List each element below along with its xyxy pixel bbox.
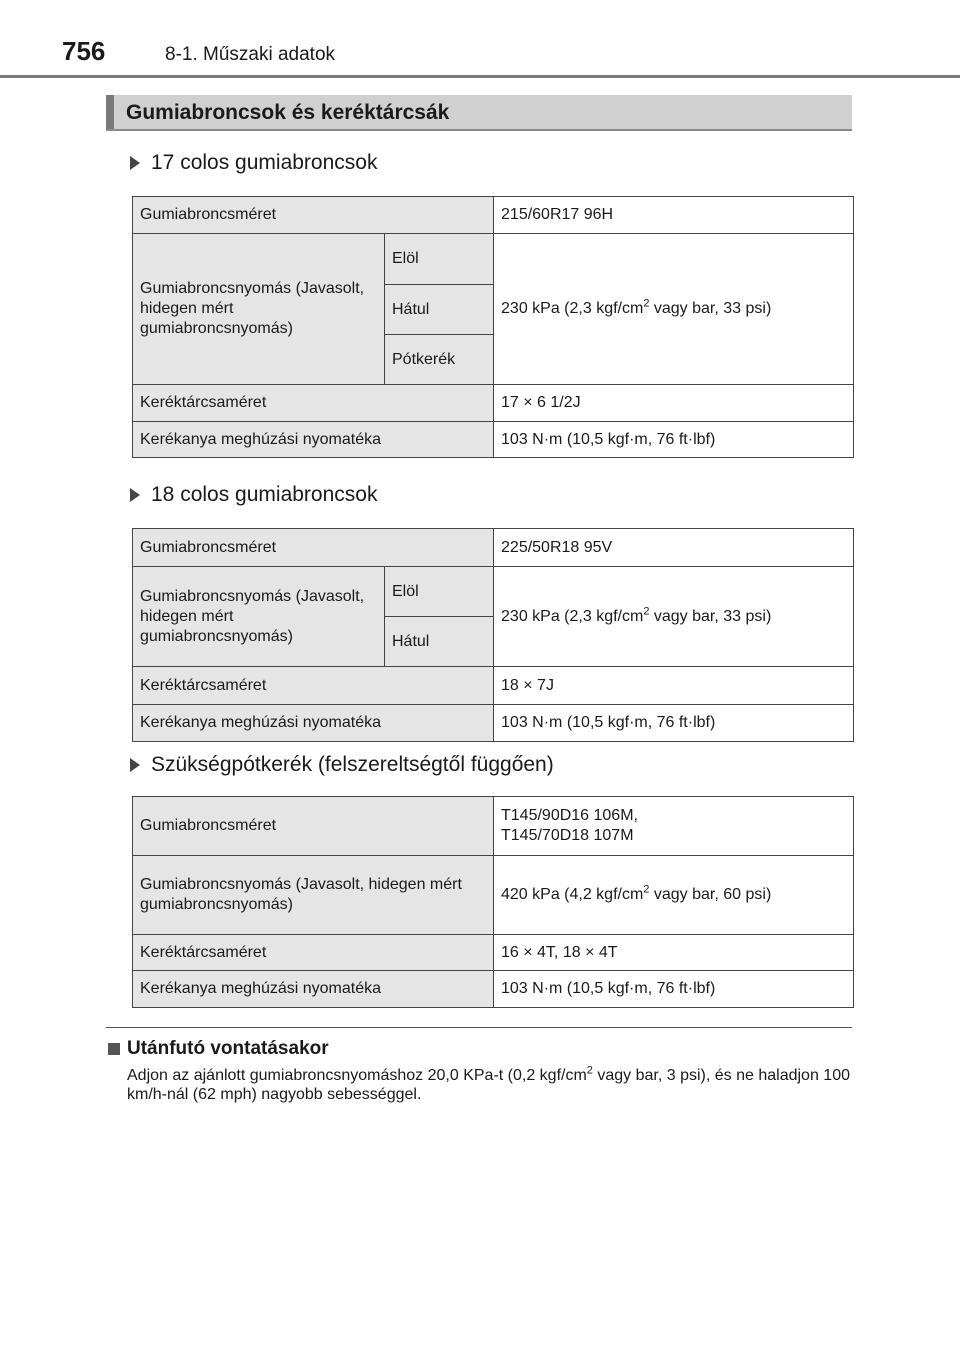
table-row: [133, 667, 854, 705]
towing-text: Adjon az ajánlott gumiabroncsnyomáshoz 20,0 KPa-t (0,2 kgf/$cm^2$ vagy bar, 3 psi), és ne haladjon 100 km/h-nál (62 mph) nagyobb sebességgel.: [127, 1064, 850, 1103]
torque-label: Kerékanya meghúzási nyomatéka: [133, 971, 494, 1008]
page-header: [0, 0, 960, 80]
torque-value: 103 N·m (10,5 kgf·m, 76 ft·lbf): [494, 705, 854, 742]
section-title-bar: [106, 95, 852, 131]
page-number: 756: [62, 36, 106, 66]
subheading-18: [130, 483, 377, 507]
wheel-value: 16 × 4T, 18 × 4T: [494, 935, 854, 971]
chapter-title: 8-1. Műszaki adatok: [165, 44, 336, 65]
torque-label: Kerékanya meghúzási nyomatéka: [133, 705, 494, 742]
rear-label: Hátul: [385, 617, 494, 667]
pressure-label: Gumiabroncsnyomás (Javasolt, hidegen mért gumiabroncsnyomás): [133, 567, 385, 667]
table-row: [133, 856, 854, 935]
triangle-bullet-icon: [130, 488, 140, 502]
torque-label: Kerékanya meghúzási nyomatéka: [133, 422, 494, 458]
header-rule: [0, 75, 960, 78]
pressure-value: 420 kPa (4,2 kgf/$cm^2$ vagy bar, 60 psi): [494, 856, 854, 935]
wheel-label: Keréktárcsaméret: [133, 667, 494, 705]
wheel-label: Keréktárcsaméret: [133, 385, 494, 422]
size-label: Gumiabroncsméret: [133, 529, 494, 567]
table-18-inch: [132, 528, 854, 742]
triangle-bullet-icon: [130, 156, 140, 170]
table-row: [133, 529, 854, 567]
torque-value: 103 N·m (10,5 kgf·m, 76 ft·lbf): [494, 971, 854, 1008]
table-row: [133, 971, 854, 1008]
section-title: Gumiabroncsok és keréktárcsák: [126, 101, 450, 124]
table-17-inch: [132, 196, 854, 458]
pressure-value: 230 kPa (2,3 kgf/$cm^2$ vagy bar, 33 psi): [494, 234, 854, 385]
size-value: 215/60R17 96H: [494, 197, 854, 234]
subheading-17: [130, 151, 377, 175]
size-value: T145/90D16 106M, T145/70D18 107M: [494, 797, 854, 856]
size-label: Gumiabroncsméret: [133, 197, 494, 234]
wheel-value: 18 × 7J: [494, 667, 854, 705]
subheading-17-text: 17 colos gumiabroncsok: [151, 151, 378, 174]
rear-label: Hátul: [385, 285, 494, 335]
subheading-spare-text: Szükségpótkerék (felszereltségtől függően): [151, 753, 554, 776]
wheel-value: 17 × 6 1/2J: [494, 385, 854, 422]
table-row: [133, 422, 854, 458]
square-bullet-icon: [108, 1043, 120, 1055]
spare-label: Pótkerék: [385, 335, 494, 385]
table-spare-tire: [132, 796, 854, 1008]
towing-heading: [108, 1038, 329, 1060]
size-label: Gumiabroncsméret: [133, 797, 494, 856]
front-label: Elöl: [385, 567, 494, 617]
note-divider: [106, 1027, 852, 1028]
table-row: [133, 197, 854, 234]
table-row: [133, 234, 854, 285]
torque-value: 103 N·m (10,5 kgf·m, 76 ft·lbf): [494, 422, 854, 458]
pressure-value: 230 kPa (2,3 kgf/$cm^2$ vagy bar, 33 psi): [494, 567, 854, 667]
pressure-label: Gumiabroncsnyomás (Javasolt, hidegen mért gumiabroncsnyomás): [133, 856, 494, 935]
triangle-bullet-icon: [130, 758, 140, 772]
section-accent: [106, 95, 114, 129]
pressure-label: Gumiabroncsnyomás (Javasolt, hidegen mért gumiabroncsnyomás): [133, 234, 385, 385]
subheading-spare: [130, 753, 554, 777]
table-row: [133, 385, 854, 422]
table-row: [133, 935, 854, 971]
wheel-label: Keréktárcsaméret: [133, 935, 494, 971]
table-row: [133, 705, 854, 742]
size-value: 225/50R18 95V: [494, 529, 854, 567]
towing-heading-text: Utánfutó vontatásakor: [127, 1038, 329, 1059]
front-label: Elöl: [385, 234, 494, 285]
subheading-18-text: 18 colos gumiabroncsok: [151, 483, 378, 506]
table-row: [133, 797, 854, 856]
table-row: [133, 567, 854, 617]
